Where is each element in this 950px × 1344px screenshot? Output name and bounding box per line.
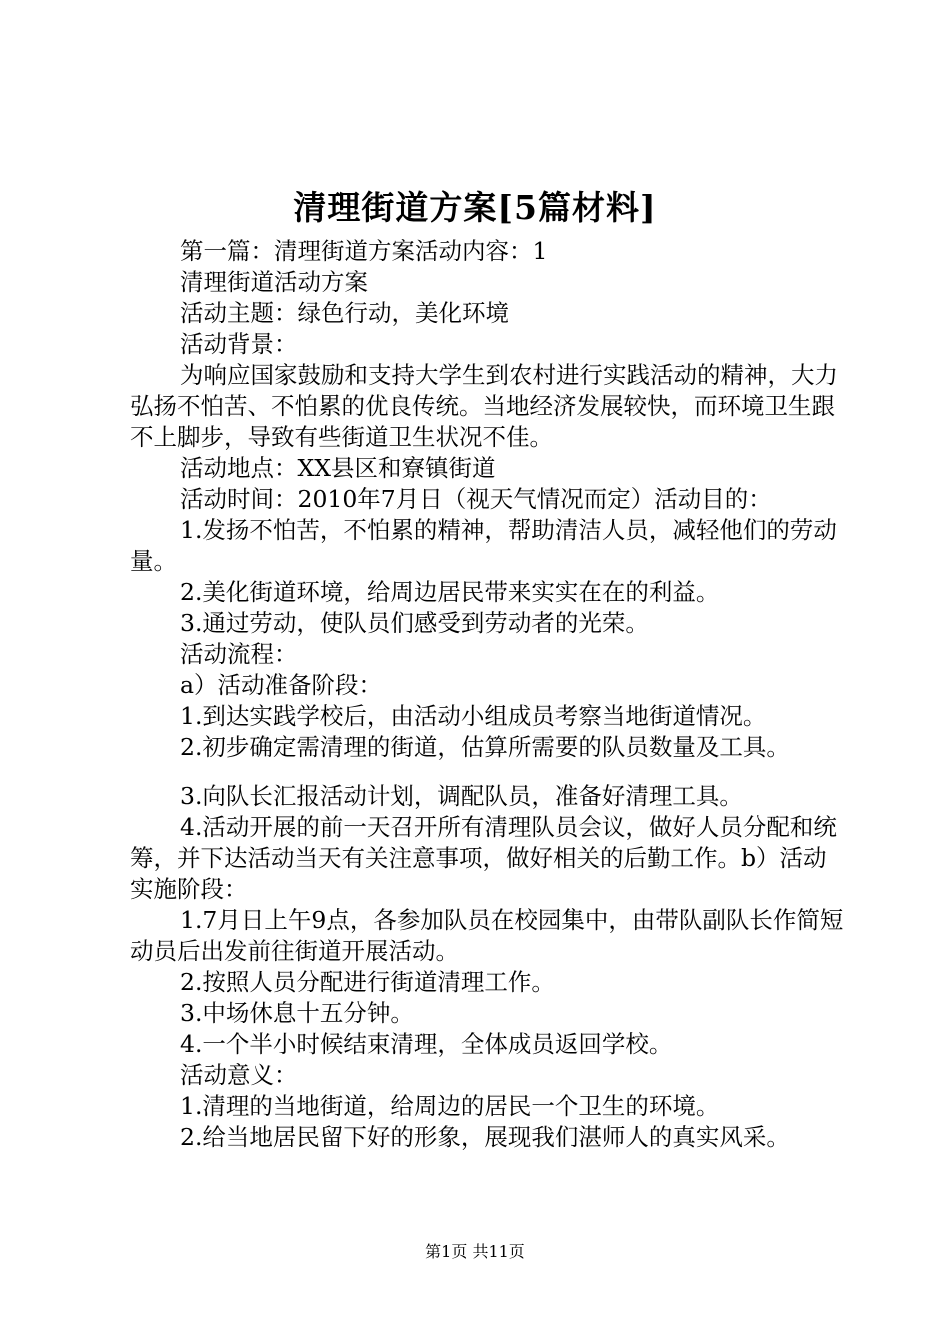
paragraph: 活动意义：: [180, 1061, 298, 1089]
paragraph: 4.活动开展的前一天召开所有清理队员会议，做好人员分配和统筹，并下达活动当天有关注意事项，做好相关的后勤工作。b）活动实施阶段：: [130, 813, 837, 903]
paragraph: a）活动准备阶段：: [180, 671, 383, 699]
paragraph: 活动地点：XX县区和寮镇街道: [180, 454, 496, 482]
document-body: [130, 236, 850, 1153]
paragraph: 3.向队长汇报活动计划，调配队员，准备好清理工具。: [180, 782, 743, 810]
document-title: 清理街道方案[5篇材料]: [293, 188, 657, 227]
paragraph: 活动背景：: [180, 330, 298, 358]
paragraph: 为响应国家鼓励和支持大学生到农村进行实践活动的精神，大力弘扬不怕苦、不怕累的优良传统。当地经济发展较快，而环境卫生跟不上脚步，导致有些街道卫生状况不佳。: [130, 361, 838, 451]
paragraph: 1.7月日上午9点，各参加队员在校园集中，由带队副队长作简短动员后出发前往街道开展活动。: [130, 906, 844, 965]
paragraph: 3.通过劳动，使队员们感受到劳动者的光荣。: [180, 609, 649, 637]
paragraph: 1.清理的当地街道，给周边的居民一个卫生的环境。: [180, 1092, 720, 1120]
paragraph: 4.一个半小时候结束清理，全体成员返回学校。: [180, 1030, 673, 1058]
paragraph: 活动时间：2010年7月日（视天气情况而定）活动目的：: [180, 485, 772, 513]
paragraph: 清理街道活动方案: [180, 268, 368, 296]
paragraph: 2.美化街道环境，给周边居民带来实实在在的利益。: [180, 578, 720, 606]
paragraph: 活动主题：绿色行动，美化环境: [180, 299, 509, 327]
paragraph: 2.按照人员分配进行街道清理工作。: [180, 968, 555, 996]
paragraph: 1.到达实践学校后，由活动小组成员考察当地街道情况。: [180, 702, 767, 730]
paragraph: 第一篇：清理街道方案活动内容：1: [180, 237, 548, 265]
paragraph: 2.初步确定需清理的街道，估算所需要的队员数量及工具。: [180, 733, 790, 761]
paragraph: 3.中场休息十五分钟。: [180, 999, 414, 1027]
paragraph: 2.给当地居民留下好的形象，展现我们湛师人的真实风采。: [180, 1123, 790, 1151]
paragraph: 活动流程：: [180, 640, 298, 668]
paragraph: 1.发扬不怕苦，不怕累的精神，帮助清洁人员，减轻他们的劳动量。: [130, 516, 837, 575]
page-footer: 第1页 共11页: [425, 1242, 525, 1261]
